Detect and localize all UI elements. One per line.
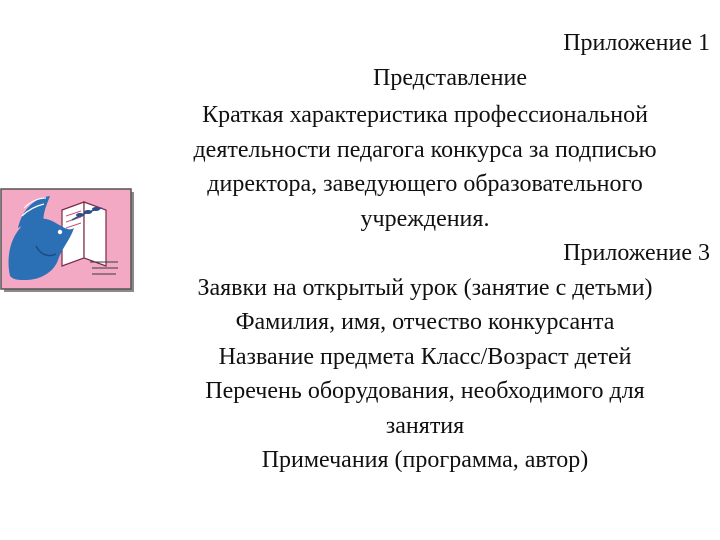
annex-3-line: занятия <box>385 412 465 439</box>
contest-logo <box>0 188 136 294</box>
annex-1-desc-line: деятельности педагога конкурса за подписью <box>193 136 657 163</box>
dove-with-book-icon <box>0 188 136 294</box>
annex-1-label: Приложение 1 <box>563 30 710 56</box>
document-body <box>140 26 710 478</box>
annex-3-line: Фамилия, имя, отчество конкурсанта <box>235 309 615 335</box>
annex-3-line: Название предмета Класс/Возраст детей <box>218 343 632 370</box>
annex-1-desc-line: учреждения. <box>360 205 490 232</box>
annex-1-title: Представление <box>373 64 527 91</box>
annex-3-line: Заявки на открытый урок (занятие с детьми) <box>197 274 653 301</box>
annex-3-label: Приложение 3 <box>563 240 710 266</box>
annex-3-line: Перечень оборудования, необходимого для <box>205 378 645 404</box>
annex-1-desc-line: Краткая характеристика профессиональной <box>202 102 648 128</box>
annex-1-desc-line: директора, заведующего образовательного <box>207 171 643 197</box>
annex-3-line: Примечания (программа, автор) <box>261 447 589 473</box>
